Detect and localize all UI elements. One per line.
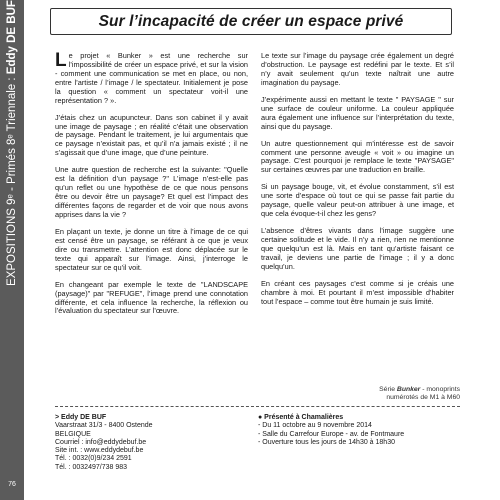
- contact-website[interactable]: Site int. : www.eddydebuf.be: [55, 447, 144, 455]
- drop-cap: L: [55, 50, 67, 71]
- series-name: Bunker: [396, 386, 421, 393]
- sidebar-band: [0, 0, 24, 500]
- paragraph: En créant ces paysages c’est comme si je créais une chambre à moi. Et pourtant il m’est impossible d’habiter tout l’espace – comme tout être humain je suis limité.: [261, 278, 454, 306]
- exhibition-heading: ● Présenté à Chamalières: [258, 414, 344, 421]
- contact-mobile: Tél. : 0032497/738 983: [55, 463, 128, 471]
- page-number: 76: [8, 481, 16, 488]
- paragraph: Le texte sur l’image du paysage crée également un degré d’obstruction. Le paysage est redéfini par le texte. Et s’il n’y avait seulement qu’un texte naîtrait une autre imagination du paysage.: [261, 51, 454, 87]
- artist-name: Eddy DE BUF: [6, 0, 18, 75]
- paragraph: J’étais chez un acupuncteur. Dans son cabinet il y avait une image de paysage ; en réalité c’était une observation de paysage. Pendant le traitement, je lui argumentais que ce paysage n’existait pas, et qu’il n’a jamais existé ; il ne s’agissait que d’une image, que d’une peinture.: [55, 112, 248, 158]
- exhibition-dates: - Du 11 octobre au 9 novembre 2014: [258, 422, 372, 430]
- exhibition-block: [258, 414, 458, 447]
- exhibition-hours: - Ouverture tous les jours de 14h30 à 18h30: [258, 438, 395, 446]
- contact-address: Vaarstraat 31/3 - 8400 Ostende: [55, 422, 153, 430]
- paragraph: Un autre questionnement qui m’intéresse est de savoir comment une personne aveugle « voit » ou imagine un paysage. C’est pourquoi je remplace le texte "PAYSAGE" sur certaines œuvres par une traduction en braille.: [261, 138, 454, 175]
- page-title: Sur l’incapacité de créer un espace privé: [98, 12, 404, 30]
- article-body: [55, 52, 455, 382]
- column-right: [261, 52, 454, 382]
- paragraph: Le projet « Bunker » est une recherche sur l’impossibilité de créer un espace privé, et sur la vision - comment une communication se met en place, ou non, entre l’artiste / l’image / le spectateur. Initialement je pose la question « comment un spectateur voit-il une représentation ? ».: [55, 50, 248, 105]
- paragraph: L’absence d’êtres vivants dans l’image suggère une certaine solitude et le vide. Il n’y a rien, rien ne mentionne que quelqu’un est là. Mais en tant qu’artiste faisant ce travail, je deviens une partie de l’image ; il y a donc quelqu’un.: [261, 226, 454, 271]
- paragraph: J’expérimente aussi en mettant le texte " PAYSAGE " sur une surface de couleur uniforme. La couleur appliquée aura également une influence sur l’interprétation du texte, ainsi que du paysage.: [261, 94, 454, 131]
- dashed-divider: [55, 406, 460, 407]
- exhibition-venue: - Salle du Carrefour Europe - av. de Fontmaure: [258, 430, 405, 438]
- contact-phone: Tél. : 0032(0)9/234 2591: [55, 455, 132, 463]
- contact-email[interactable]: Courriel : info@eddydebuf.be: [55, 438, 147, 446]
- paragraph: Si un paysage bouge, vit, et évolue constamment, s’il est une sorte d’espace où tout ce qui se passe fait partie du paysage, quelle valeur peut-on attribuer à une image, et que cela évoque-t-il chez les gens?: [261, 182, 454, 219]
- series-label: EXPOSITIONS 9ᵉ - Primés 8ᵉ Triennale :: [6, 77, 18, 286]
- paragraph: En plaçant un texte, je donne un titre à l’image de ce qui est censé être un paysage, se référant à ce que je veux dire ou transmettre. L’attention est donc déplacée sur le texte qui apparaît sur l’image. Ainsi, j’interroge le spectateur sur ce qu’il voit.: [55, 226, 248, 272]
- sidebar-title: [0, 0, 24, 470]
- title-box: [50, 8, 452, 35]
- artwork-caption: Série Bunker - monoprints numérotés de M1 à M60: [330, 386, 460, 403]
- contact-country: BELGIQUE: [55, 430, 91, 438]
- paragraph: En changeant par exemple le texte de "LANDSCAPE (paysage)" par "REFUGE", l’image prend une connotation différente, et cela influence la recherche, la réflexion ou l’évaluation du spectateur sur l’œuvre.: [55, 279, 248, 316]
- paragraph: Une autre question de recherche est la suivante: "Quelle est la définition d’un paysage ?" L’image n’est-elle pas qu’un reflet ou une hypothèse de ce que nous pensons être ou devoir être un paysage? Et quel est l’impact des différentes façons de regarder et de voir que nous avons apprises dans la vie ?: [55, 165, 248, 219]
- column-left: [55, 52, 248, 382]
- caption-numbering: numérotés de M1 à M60: [386, 394, 460, 402]
- contact-block: [55, 414, 235, 472]
- contact-name: > Eddy DE BUF: [55, 414, 107, 421]
